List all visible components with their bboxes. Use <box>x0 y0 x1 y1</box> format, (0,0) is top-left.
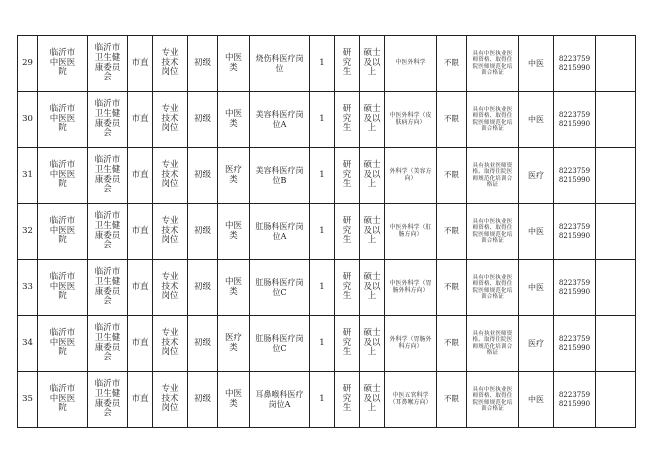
cell-unit <box>38 204 88 260</box>
cell-education <box>335 204 360 260</box>
cell-text-level: 市直 <box>131 337 149 348</box>
cell-phone <box>554 372 596 428</box>
cell-count <box>310 372 335 428</box>
cell-degree <box>360 260 385 316</box>
cell-text-count: 1 <box>319 169 325 180</box>
cell-count <box>310 316 335 372</box>
cell-text-count: 1 <box>319 337 325 348</box>
cell-text-major: 外科学（美容方向） <box>389 167 432 182</box>
cell-text-education: 研究生 <box>342 159 352 190</box>
cell-other-requirements <box>467 372 519 428</box>
cell-unit <box>38 92 88 148</box>
cell-text-post: 耳鼻喉科医疗岗位A <box>255 390 304 409</box>
cell-grade <box>188 36 218 92</box>
cell-text-age: 不限 <box>444 58 459 68</box>
cell-education <box>335 372 360 428</box>
cell-authority <box>88 316 128 372</box>
cell-text-authority: 临沂市卫生健康委员会 <box>94 210 121 251</box>
cell-text-age: 不限 <box>444 114 459 124</box>
cell-text-other: 具有中医执业医师资格、取得住院医师规范化培训合格证 <box>472 386 513 412</box>
cell-text-no: 35 <box>22 393 33 404</box>
table-row <box>18 36 636 92</box>
cell-text-type: 专业技术岗位 <box>161 215 179 246</box>
cell-text-grade: 初级 <box>193 169 211 180</box>
cell-category <box>218 36 250 92</box>
cell-text-count: 1 <box>319 113 325 124</box>
cell-text-education: 研究生 <box>342 215 352 246</box>
cell-degree <box>360 204 385 260</box>
cell-text-unit: 临沂市中医医院 <box>49 103 76 134</box>
cell-authority <box>88 92 128 148</box>
cell-post-type <box>153 148 188 204</box>
cell-other-requirements <box>467 92 519 148</box>
cell-number <box>18 204 38 260</box>
table-row <box>18 260 636 316</box>
cell-text-unit: 临沂市中医医院 <box>49 383 76 414</box>
cell-text-tel: 8223759 8215990 <box>558 279 591 296</box>
cell-count <box>310 260 335 316</box>
cell-authority <box>88 372 128 428</box>
cell-number <box>18 92 38 148</box>
cell-text-authority: 临沂市卫生健康委员会 <box>94 154 121 195</box>
cell-grade <box>188 316 218 372</box>
cell-unit <box>38 36 88 92</box>
cell-text-degree: 硕士及以上 <box>363 215 381 246</box>
cell-text-unit: 临沂市中医医院 <box>49 47 76 78</box>
cell-text-category: 中医类 <box>224 108 242 129</box>
cell-text-grade: 初级 <box>193 393 211 404</box>
cell-level <box>128 36 153 92</box>
cell-text-level: 市直 <box>131 225 149 236</box>
cell-text-type: 专业技术岗位 <box>161 47 179 78</box>
cell-text-education: 研究生 <box>342 271 352 302</box>
cell-text-authority: 临沂市卫生健康委员会 <box>94 322 121 363</box>
cell-level <box>128 316 153 372</box>
cell-text-other: 具有中医执业医师资格、取得住院医师规范化培训合格证 <box>472 218 513 244</box>
cell-text-education: 研究生 <box>342 383 352 414</box>
cell-text-post: 肛肠科医疗岗位C <box>255 334 304 353</box>
cell-text-exam: 中医 <box>528 226 544 236</box>
cell-grade <box>188 260 218 316</box>
cell-post-name <box>250 92 310 148</box>
cell-exam-subject <box>519 36 554 92</box>
cell-text-post: 烧伤科医疗岗位 <box>255 54 304 73</box>
cell-level <box>128 148 153 204</box>
cell-degree <box>360 316 385 372</box>
cell-major <box>385 260 437 316</box>
cell-level <box>128 372 153 428</box>
cell-post-name <box>250 148 310 204</box>
cell-text-unit: 临沂市中医医院 <box>49 215 76 246</box>
cell-text-count: 1 <box>319 393 325 404</box>
table-row <box>18 148 636 204</box>
cell-education <box>335 92 360 148</box>
cell-phone <box>554 316 596 372</box>
cell-post-name <box>250 372 310 428</box>
cell-remark <box>596 92 636 148</box>
cell-authority <box>88 204 128 260</box>
cell-post-name <box>250 204 310 260</box>
cell-text-type: 专业技术岗位 <box>161 383 179 414</box>
cell-level <box>128 204 153 260</box>
cell-education <box>335 148 360 204</box>
cell-text-category: 中医类 <box>224 276 242 297</box>
cell-phone <box>554 92 596 148</box>
cell-education <box>335 36 360 92</box>
cell-text-tel: 8223759 8215990 <box>558 55 591 72</box>
cell-text-major: 中医外科学（胃肠外科方向） <box>389 279 432 294</box>
cell-unit <box>38 316 88 372</box>
cell-text-post: 美容科医疗岗位B <box>255 166 304 185</box>
cell-text-grade: 初级 <box>193 337 211 348</box>
cell-phone <box>554 260 596 316</box>
cell-text-level: 市直 <box>131 169 149 180</box>
cell-text-major: 中医外科学 <box>395 59 426 67</box>
cell-post-type <box>153 204 188 260</box>
cell-post-name <box>250 36 310 92</box>
cell-text-other: 具有中医执业医师资格、取得住院医师规范化培训合格证 <box>472 274 513 300</box>
cell-text-post: 美容科医疗岗位A <box>255 110 304 129</box>
cell-grade <box>188 92 218 148</box>
cell-post-type <box>153 260 188 316</box>
cell-text-level: 市直 <box>131 393 149 404</box>
cell-text-no: 34 <box>22 337 33 348</box>
cell-age <box>437 36 467 92</box>
cell-text-exam: 中医 <box>528 282 544 292</box>
cell-text-no: 32 <box>22 225 33 236</box>
cell-age <box>437 260 467 316</box>
cell-number <box>18 148 38 204</box>
cell-text-unit: 临沂市中医医院 <box>49 327 76 358</box>
cell-grade <box>188 204 218 260</box>
cell-count <box>310 204 335 260</box>
cell-text-level: 市直 <box>131 113 149 124</box>
table-row <box>18 372 636 428</box>
cell-authority <box>88 36 128 92</box>
cell-text-major: 中医五官科学（耳鼻喉方向） <box>389 391 432 406</box>
cell-exam-subject <box>519 372 554 428</box>
cell-text-tel: 8223759 8215990 <box>558 167 591 184</box>
cell-number <box>18 316 38 372</box>
cell-remark <box>596 36 636 92</box>
cell-post-name <box>250 316 310 372</box>
cell-degree <box>360 372 385 428</box>
cell-count <box>310 148 335 204</box>
cell-major <box>385 372 437 428</box>
cell-age <box>437 204 467 260</box>
cell-text-level: 市直 <box>131 57 149 68</box>
cell-text-exam: 中医 <box>528 58 544 68</box>
cell-number <box>18 36 38 92</box>
cell-text-education: 研究生 <box>342 103 352 134</box>
cell-text-category: 医疗类 <box>224 332 242 353</box>
table-row <box>18 92 636 148</box>
cell-text-type: 专业技术岗位 <box>161 327 179 358</box>
cell-text-grade: 初级 <box>193 113 211 124</box>
cell-text-exam: 中医 <box>528 394 544 404</box>
cell-exam-subject <box>519 204 554 260</box>
cell-text-age: 不限 <box>444 170 459 180</box>
cell-text-exam: 医疗 <box>528 170 544 180</box>
cell-remark <box>596 204 636 260</box>
cell-other-requirements <box>467 36 519 92</box>
cell-text-exam: 中医 <box>528 114 544 124</box>
cell-text-unit: 临沂市中医医院 <box>49 271 76 302</box>
cell-other-requirements <box>467 260 519 316</box>
cell-text-tel: 8223759 8215990 <box>558 335 591 352</box>
cell-text-education: 研究生 <box>342 47 352 78</box>
cell-category <box>218 148 250 204</box>
cell-exam-subject <box>519 148 554 204</box>
cell-text-authority: 临沂市卫生健康委员会 <box>94 42 121 83</box>
cell-unit <box>38 148 88 204</box>
cell-exam-subject <box>519 316 554 372</box>
cell-post-type <box>153 372 188 428</box>
cell-text-degree: 硕士及以上 <box>363 47 381 78</box>
cell-post-type <box>153 92 188 148</box>
cell-unit <box>38 260 88 316</box>
cell-count <box>310 92 335 148</box>
cell-age <box>437 372 467 428</box>
cell-major <box>385 316 437 372</box>
cell-text-tel: 8223759 8215990 <box>558 391 591 408</box>
cell-authority <box>88 148 128 204</box>
cell-text-count: 1 <box>319 225 325 236</box>
recruitment-table <box>17 35 636 428</box>
cell-text-education: 研究生 <box>342 327 352 358</box>
cell-text-post: 肛肠科医疗岗位A <box>255 222 304 241</box>
cell-text-major: 中医外科学（皮肤病方向） <box>389 111 432 126</box>
cell-number <box>18 260 38 316</box>
cell-text-type: 专业技术岗位 <box>161 271 179 302</box>
cell-authority <box>88 260 128 316</box>
cell-text-degree: 硕士及以上 <box>363 327 381 358</box>
cell-text-age: 不限 <box>444 226 459 236</box>
cell-level <box>128 92 153 148</box>
cell-remark <box>596 260 636 316</box>
cell-text-grade: 初级 <box>193 225 211 236</box>
cell-text-age: 不限 <box>444 338 459 348</box>
cell-remark <box>596 316 636 372</box>
cell-category <box>218 92 250 148</box>
cell-age <box>437 92 467 148</box>
cell-text-post: 肛肠科医疗岗位C <box>255 278 304 297</box>
cell-text-category: 医疗类 <box>224 164 242 185</box>
cell-text-no: 31 <box>22 169 33 180</box>
cell-text-tel: 8223759 8215990 <box>558 111 591 128</box>
cell-text-other: 具有中医执业医师资格、取得住院医师规范化培训合格证 <box>472 106 513 132</box>
cell-text-major: 外科学（胃肠外科方向） <box>389 335 432 350</box>
cell-degree <box>360 36 385 92</box>
cell-remark <box>596 372 636 428</box>
cell-text-no: 29 <box>22 57 33 68</box>
cell-number <box>18 372 38 428</box>
cell-text-age: 不限 <box>444 394 459 404</box>
cell-category <box>218 204 250 260</box>
cell-major <box>385 148 437 204</box>
cell-category <box>218 316 250 372</box>
cell-post-name <box>250 260 310 316</box>
cell-text-major: 中医外科学（肛肠方向） <box>389 223 432 238</box>
cell-text-other: 具有执业医师资格、取得住院医师规范化培训合格证 <box>472 162 513 188</box>
cell-text-count: 1 <box>319 281 325 292</box>
cell-text-age: 不限 <box>444 282 459 292</box>
cell-category <box>218 372 250 428</box>
cell-text-degree: 硕士及以上 <box>363 271 381 302</box>
cell-text-type: 专业技术岗位 <box>161 103 179 134</box>
cell-unit <box>38 372 88 428</box>
cell-text-tel: 8223759 8215990 <box>558 223 591 240</box>
cell-post-type <box>153 316 188 372</box>
cell-phone <box>554 204 596 260</box>
cell-text-grade: 初级 <box>193 57 211 68</box>
table-row <box>18 204 636 260</box>
cell-education <box>335 260 360 316</box>
cell-age <box>437 316 467 372</box>
cell-other-requirements <box>467 204 519 260</box>
cell-major <box>385 204 437 260</box>
cell-text-degree: 硕士及以上 <box>363 383 381 414</box>
cell-major <box>385 36 437 92</box>
cell-text-category: 中医类 <box>224 388 242 409</box>
cell-grade <box>188 148 218 204</box>
cell-exam-subject <box>519 260 554 316</box>
cell-text-exam: 医疗 <box>528 338 544 348</box>
cell-other-requirements <box>467 148 519 204</box>
cell-text-degree: 硕士及以上 <box>363 103 381 134</box>
cell-text-unit: 临沂市中医医院 <box>49 159 76 190</box>
cell-other-requirements <box>467 316 519 372</box>
cell-text-grade: 初级 <box>193 281 211 292</box>
cell-post-type <box>153 36 188 92</box>
cell-age <box>437 148 467 204</box>
cell-text-no: 33 <box>22 281 33 292</box>
cell-text-type: 专业技术岗位 <box>161 159 179 190</box>
table-row <box>18 316 636 372</box>
cell-category <box>218 260 250 316</box>
cell-major <box>385 92 437 148</box>
cell-text-level: 市直 <box>131 281 149 292</box>
cell-text-other: 具有执业医师资格、取得住院医师规范化培训合格证 <box>472 330 513 356</box>
cell-degree <box>360 92 385 148</box>
cell-text-category: 中医类 <box>224 220 242 241</box>
cell-text-count: 1 <box>319 57 325 68</box>
cell-count <box>310 36 335 92</box>
cell-text-other: 具有中医执业医师资格、取得住院医师规范化培训合格证 <box>472 50 513 76</box>
cell-degree <box>360 148 385 204</box>
cell-text-authority: 临沂市卫生健康委员会 <box>94 266 121 307</box>
cell-grade <box>188 372 218 428</box>
cell-text-no: 30 <box>22 113 33 124</box>
cell-phone <box>554 148 596 204</box>
cell-level <box>128 260 153 316</box>
cell-text-authority: 临沂市卫生健康委员会 <box>94 98 121 139</box>
cell-exam-subject <box>519 92 554 148</box>
cell-text-degree: 硕士及以上 <box>363 159 381 190</box>
cell-phone <box>554 36 596 92</box>
cell-education <box>335 316 360 372</box>
cell-remark <box>596 148 636 204</box>
cell-text-category: 中医类 <box>224 52 242 73</box>
cell-text-authority: 临沂市卫生健康委员会 <box>94 378 121 419</box>
